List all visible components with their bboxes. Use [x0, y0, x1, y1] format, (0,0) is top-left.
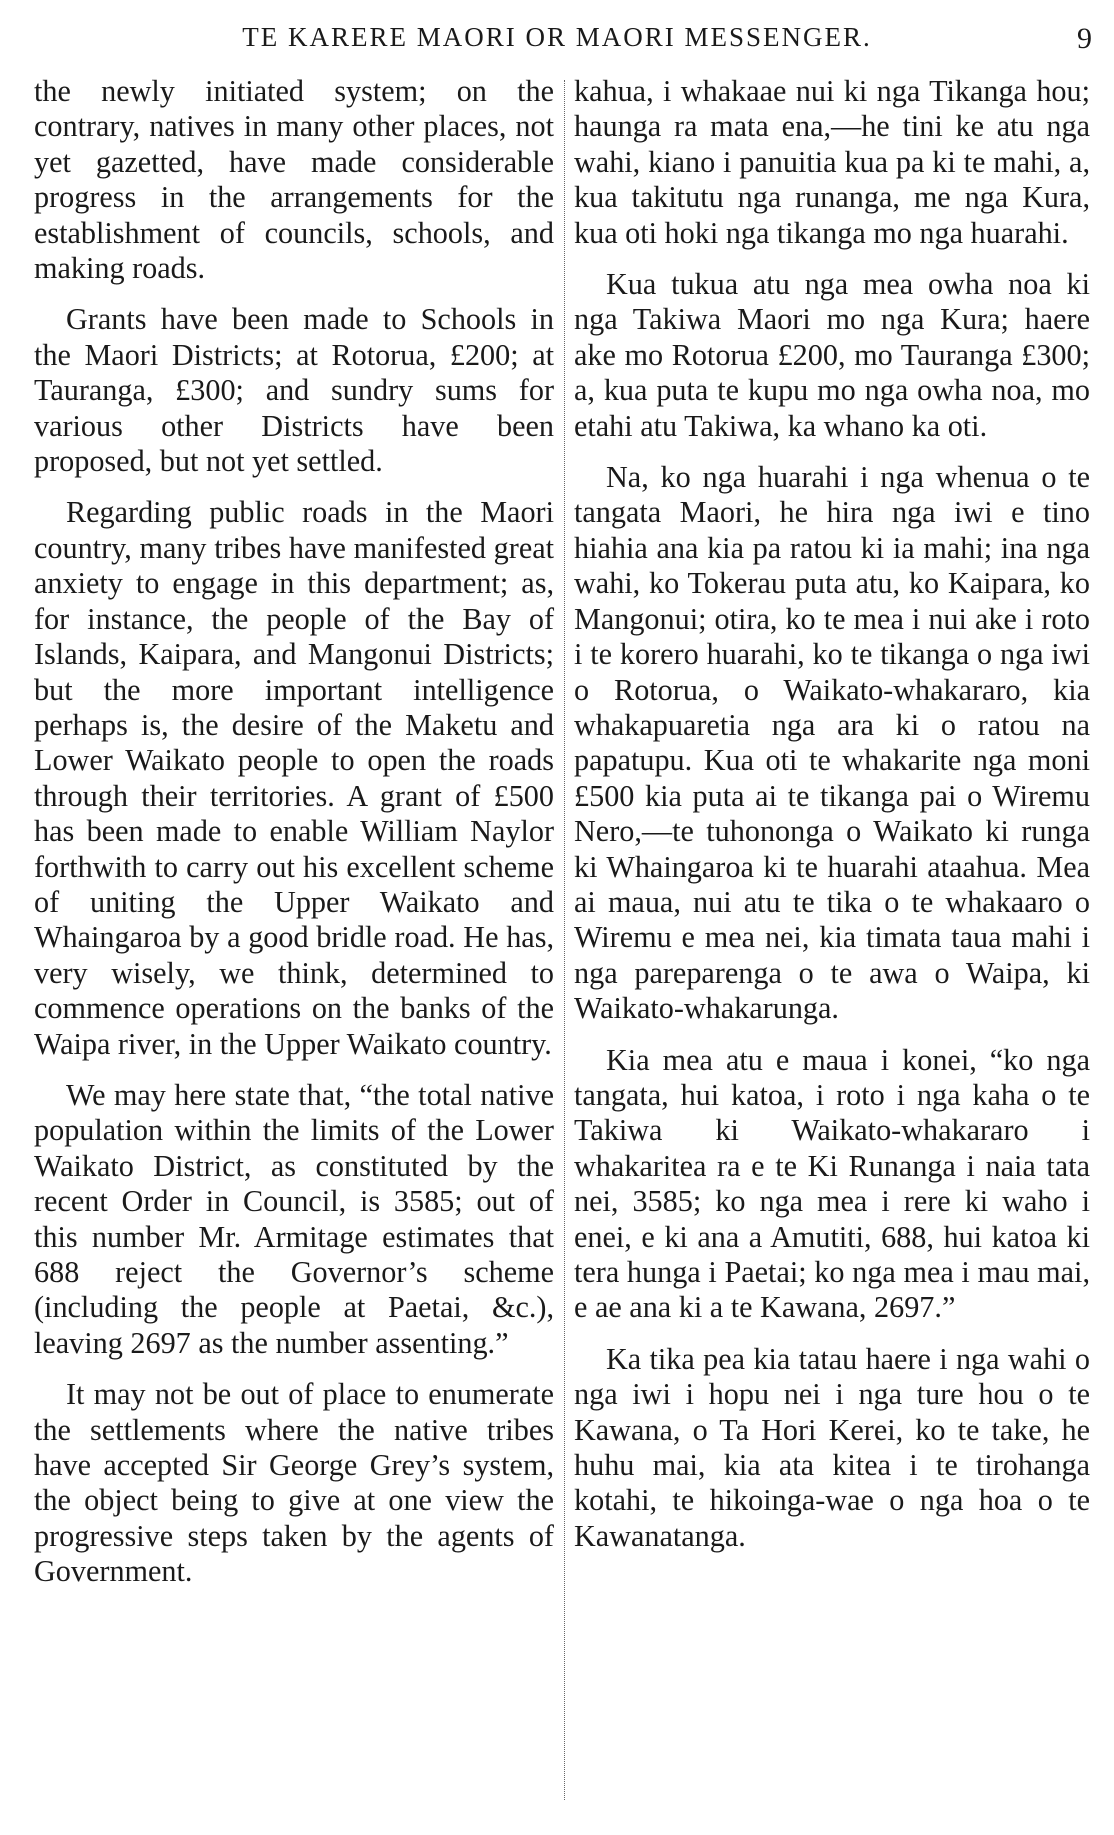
english-column	[34, 74, 554, 1606]
page-header	[0, 22, 1114, 62]
english-paragraph: Regarding public roads in the Maori country, many tribes have manifested great anxiety to engage in this department; as, for instance, the people of the Bay of Islands, Kaipara, and Mangonui Districts; but the more important intelligence perhaps is, the desire of the Maketu and Lower Waikato people to open the roads through their territories. A grant of £500 has been made to enable William Naylor forthwith to carry out his excellent scheme of uniting the Upper Waikato and Whaingaroa by a good bridle road. He has, very wisely, we think, determined to commence operations on the banks of the Waipa river, in the Upper Waikato country.	[34, 495, 554, 1061]
maori-paragraph: Kua tukua atu nga mea owha noa ki nga Takiwa Maori mo nga Kura; haere ake mo Rotorua £200, mo Tauranga £300; a, kua puta te kupu mo nga owha noa, mo etahi atu Takiwa, ka whano ka oti.	[574, 267, 1090, 443]
column-divider	[564, 80, 565, 1800]
english-paragraph: Grants have been made to Schools in the Maori Districts; at Rotorua, £200; at Tauranga, £300; and sundry sums for various other Districts have been proposed, but not yet settled.	[34, 302, 554, 479]
english-paragraph: the newly initiated system; on the contrary, natives in many other places, not yet gazetted, have made considerable progress in the arrangements for the establishment of councils, schools, and making roads.	[34, 74, 554, 286]
english-paragraph: We may here state that, “the total native population within the limits of the Lower Waikato District, as constituted by the recent Order in Council, is 3585; out of this number Mr. Armitage estimates that 688 reject the Governor’s scheme (including the people at Paetai, &c.), leaving 2697 as the number assenting.”	[34, 1077, 554, 1360]
maori-column	[574, 74, 1090, 1570]
maori-paragraph: Na, ko nga huarahi i nga whenua o te tangata Maori, he hira nga iwi e tino hiahia ana kia pa ratou ki ia mahi; ina nga wahi, ko Tokerau puta atu, ko Kaipara, ko Mangonui; otira, ko te mea i nui ake i roto i te korero huarahi, ko te tikanga o nga iwi o Rotorua, o Waikato-whakararo, kia whakapuaretia nga ara ki o ratou na papatupu. Kua oti te whakarite nga moni £500 kia puta ai te tikanga pai o Wiremu Nero,—te tuhononga o Waikato ki runga ki Whaingaroa ki te huarahi ataahua. Mea ai maua, nui atu te tika o te whakaaro o Wiremu e mea nei, kia timata taua mahi i nga pareparenga o te awa o Waipa, ki Waikato-whakarunga.	[574, 460, 1090, 1026]
maori-paragraph: kahua, i whakaae nui ki nga Tikanga hou; haunga ra mata ena,—he tini ke atu nga wahi, kiano i panuitia kua pa ki te mahi, a, kua takitutu nga runanga, me nga Kura, kua oti hoki nga tikanga mo nga huarahi.	[574, 74, 1090, 250]
page-number: 9	[1077, 22, 1092, 55]
newspaper-title: TE KARERE MAORI OR MAORI MESSENGER.	[242, 22, 872, 52]
maori-paragraph: Kia mea atu e maua i konei, “ko nga tangata, hui katoa, i roto i nga kaha o te Takiwa ki Waikato-whakararo i whakaritea ra e te Ki Runanga i naia tata nei, 3585; ko nga mea i rere ki waho i enei, e ki ana a Amutiti, 688, hui katoa ki tera hunga i Paetai; ko nga mea i mau mai, e ae ana ki a te Kawana, 2697.”	[574, 1042, 1090, 1325]
maori-paragraph: Ka tika pea kia tatau haere i nga wahi o nga iwi i hopu nei i nga ture hou o te Kawana, o Ta Hori Kerei, ko te take, he huhu mai, kia ata kitea i te tirohanga kotahi, te hikoinga-wae o nga hoa o te Kawanatanga.	[574, 1341, 1090, 1553]
english-paragraph: It may not be out of place to enumerate the settlements where the native tribes have accepted Sir George Grey’s system, the object being to give at one view the progressive steps taken by the agents of Government.	[34, 1377, 554, 1589]
